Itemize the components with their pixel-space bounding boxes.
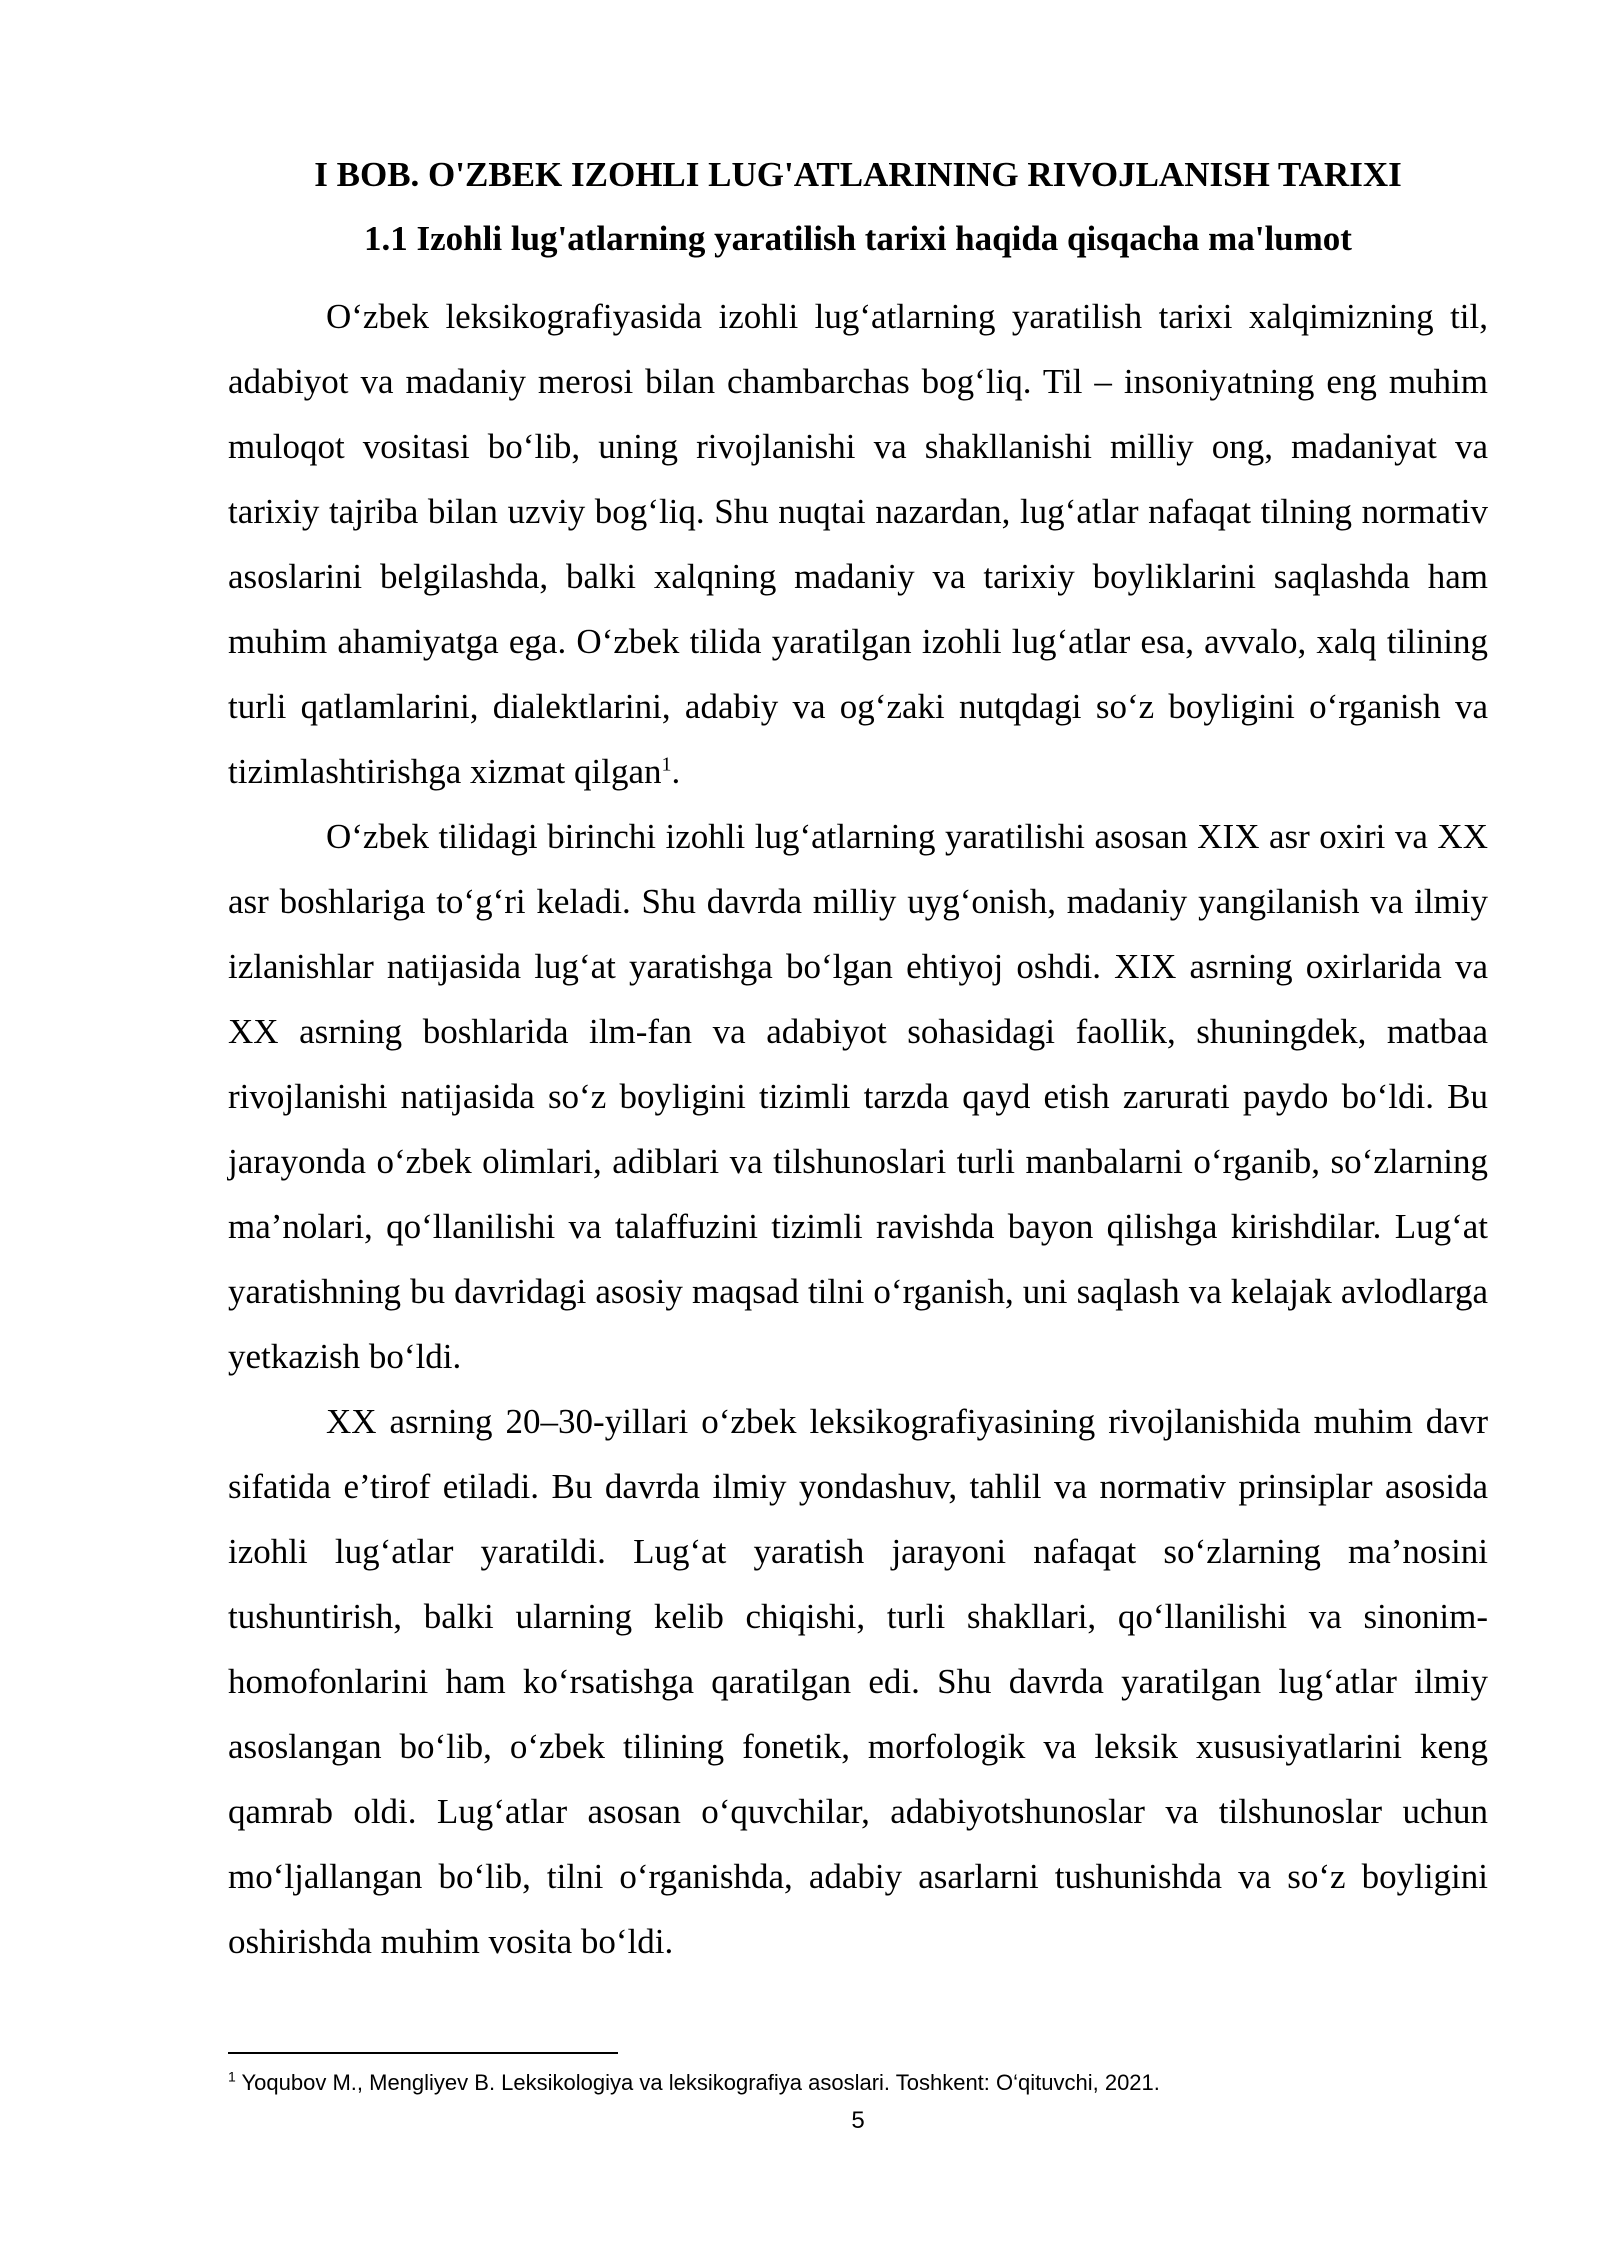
paragraph-3: XX asrning 20–30-yillari o‘zbek leksikografiyasining rivojlanishida muhim davr sifatida e’tirof etiladi. Bu davrda ilmiy yondashuv, tahlil va normativ prinsiplar asosida izohli lug‘atlar yaratildi. Lug‘at yaratish jarayoni nafaqat so‘zlarning ma’nosini tushuntirish, balki ularning kelib chiqishi, turli shakllari, qo‘llanilishi va sinonim-homofonlarini ham ko‘rsatishga qaratilgan edi. Shu davrda yaratilgan lug‘atlar ilmiy asoslangan bo‘lib, o‘zbek tilining fonetik, morfologik va leksik xususiyatlarini keng qamrab oldi. Lug‘atlar asosan o‘quvchilar, adabiyotshunoslar va tilshunoslar uchun mo‘ljallangan bo‘lib, tilni o‘rganishda, adabiy asarlarni tushunishda va so‘z boyligini oshirishda muhim vosita bo‘ldi. bbox=[228, 1402, 1488, 1961]
section-title: 1.1 Izohli lug'atlarning yaratilish tarixi haqida qisqacha ma'lumot bbox=[364, 219, 1352, 258]
footnote bbox=[228, 2068, 1488, 2098]
paragraph-2: O‘zbek tilidagi birinchi izohli lug‘atlarning yaratilishi asosan XIX asr oxiri va XX asr boshlariga to‘g‘ri keladi. Shu davrda milliy uyg‘onish, madaniy yangilanish va ilmiy izlanishlar natijasida lug‘at yaratishga bo‘lgan ehtiyoj oshdi. XIX asrning oxirlarida va XX asrning boshlarida ilm-fan va adabiyot sohasidagi faollik, shuningdek, matbaa rivojlanishi natijasida so‘z boyligini tizimli tarzda qayd etish zarurati paydo bo‘ldi. Bu jarayonda o‘zbek olimlari, adiblari va tilshunoslari turli manbalarni o‘rganib, so‘zlarning ma’nolari, qo‘llanilishi va talaffuzini tizimli ravishda bayon qilishga kirishdilar. Lug‘at yaratishning bu davridagi asosiy maqsad tilni o‘rganish, uni saqlash va kelajak avlodlarga yetkazish bo‘ldi. bbox=[228, 817, 1488, 1376]
chapter-title: I BOB. O'ZBEK IZOHLI LUG'ATLARINING RIVOJLANISH TARIXI bbox=[314, 155, 1402, 194]
paragraph-1 bbox=[228, 284, 1488, 804]
footnote-number: 1 bbox=[228, 2068, 236, 2085]
paragraph-1-end: . bbox=[671, 752, 681, 791]
paragraph-1-text: O‘zbek leksikografiyasida izohli lug‘atlarning yaratilish tarixi xalqimizning til, adabiyot va madaniy merosi bilan chambarchas bog‘liq. Til – insoniyatning eng muhim muloqot vositasi bo‘lib, uning rivojlanishi va shakllanishi milliy ong, madaniyat va tarixiy tajriba bilan uzviy bog‘liq. Shu nuqtai nazardan, lug‘atlar nafaqat tilning normativ asoslarini belgilashda, balki xalqning madaniy va tarixiy boyliklarini saqlashda ham muhim ahamiyatga ega. O‘zbek tilida yaratilgan izohli lug‘atlar esa, avvalo, xalq tilining turli qatlamlarini, dialektlarini, adabiy va og‘zaki nutqdagi so‘z boyligini o‘rganish va tizimlashtirishga xizmat qilgan bbox=[228, 297, 1488, 791]
footnote-reference[interactable]: 1 bbox=[661, 753, 672, 776]
page-number: 5 bbox=[851, 2107, 865, 2134]
body-text bbox=[228, 284, 1488, 1974]
footnote-separator bbox=[228, 2052, 618, 2054]
footnote-text: Yoqubov M., Mengliyev B. Leksikologiya va leksikografiya asoslari. Toshkent: O‘qituvchi, 2021. bbox=[235, 2070, 1160, 2095]
